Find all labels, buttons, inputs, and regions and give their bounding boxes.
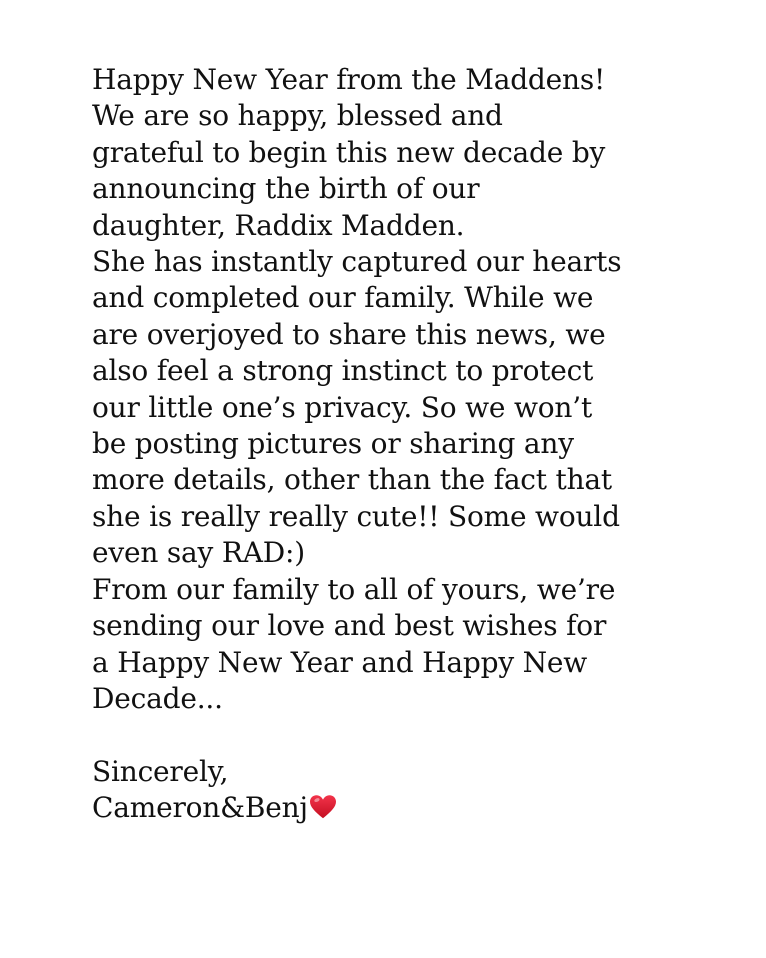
- letter-line: From our family to all of yours, we’re: [92, 572, 616, 606]
- letter-line: be posting pictures or sharing any: [92, 427, 574, 461]
- letter-line: she is really really cute!! Some would: [92, 499, 620, 533]
- letter-line: Happy New Year from the Maddens!: [92, 63, 606, 96]
- letter-line: more details, other than the fact that: [92, 463, 612, 497]
- letter-line: We are so happy, blessed and: [92, 99, 503, 133]
- letter-line: even say RAD:): [92, 536, 305, 570]
- signature-text: Cameron&Benj: [92, 791, 308, 825]
- letter-line: are overjoyed to share this news, we: [92, 317, 606, 351]
- letter-line: and completed our family. While we: [92, 281, 594, 315]
- paragraph-gap: [92, 717, 732, 753]
- letter-line: daughter, Raddix Madden.: [92, 208, 465, 242]
- signature-row: [92, 790, 732, 826]
- letter-line: She has instantly captured our hearts: [92, 245, 622, 279]
- letter-line: a Happy New Year and Happy New: [92, 645, 588, 679]
- letter-line: sending our love and best wishes for: [92, 609, 607, 643]
- letter-line: announcing the birth of our: [92, 172, 480, 206]
- letter-line: Decade...: [92, 681, 223, 715]
- letter-line: grateful to begin this new decade by: [92, 135, 606, 169]
- red-heart-icon: [309, 794, 337, 820]
- closing-text: Sincerely,: [92, 754, 229, 788]
- announcement-letter: [92, 62, 732, 827]
- letter-line: our little one’s privacy. So we won’t: [92, 390, 592, 424]
- letter-line: also feel a strong instinct to protect: [92, 354, 594, 388]
